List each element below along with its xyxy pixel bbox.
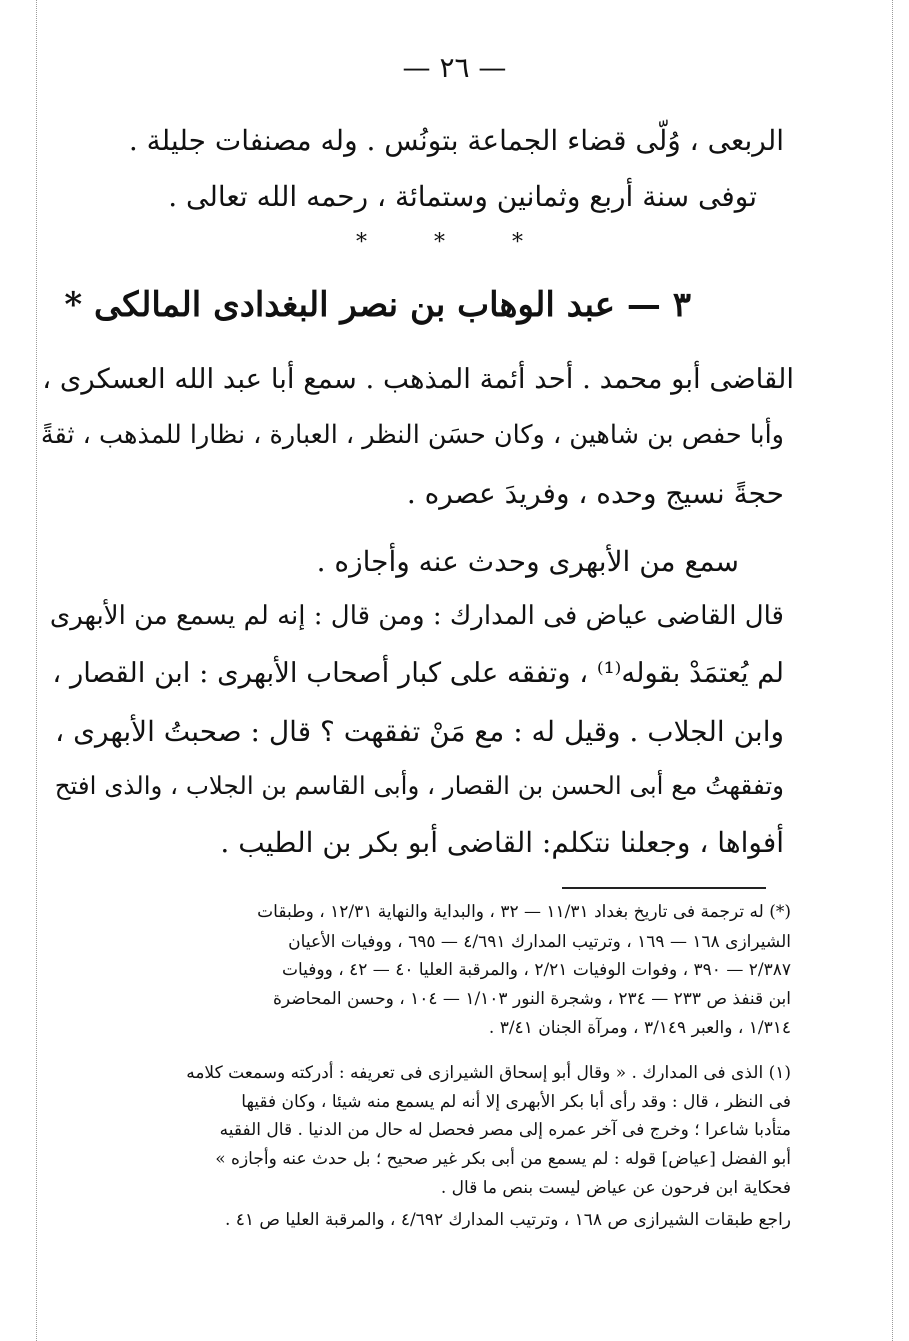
footnote-line: الشيرازى ١٦٨ — ١٦٩ ، وترتيب المدارك ٤/٦٩١ — ٦٩٥ ، ووفيات الأعيان bbox=[288, 932, 791, 952]
intro-line: الربعى ، وُلّى قضاء الجماعة بتونُس . وله مصنفات جليلة . bbox=[128, 124, 784, 157]
footnote-line: فى النظر ، قال : وقد رأى أبا بكر الأبهرى إلا أنه لم يسمع منه شيئا ، وكان فقيها bbox=[241, 1092, 791, 1112]
footnote-rule bbox=[562, 887, 766, 889]
page-number: — ٢٦ — bbox=[402, 51, 507, 84]
footnote-line: (١) الذى فى المدارك . « وقال أبو إسحاق الشيرازى فى تعريفه : أدركته وسمعت كلامه bbox=[186, 1063, 791, 1083]
body-line: قال القاضى عياض فى المدارك : ومن قال : إنه لم يسمع من الأبهرى bbox=[49, 601, 784, 631]
body-line: وأبا حفص بن شاهين ، وكان حسَن النظر ، العبارة ، نظارا للمذهب ، ثقةً bbox=[40, 420, 784, 450]
scan-edge-right bbox=[892, 0, 893, 1341]
footnote-line: متأدبا شاعرا ؛ وخرج فى آخر عمره إلى مصر فحصل له حال من الدنيا . قال الفقيه bbox=[219, 1120, 791, 1140]
body-line: وابن الجلاب . وقيل له : مع مَنْ تفقهت ؟ قال : صحبتُ الأبهرى ، bbox=[55, 715, 784, 748]
body-line: حجةً نسيج وحده ، وفريدَ عصره . bbox=[406, 477, 784, 510]
scan-edge-left bbox=[36, 0, 37, 1341]
footnote-line: ٢/٣٨٧ — ٣٩٠ ، وفوات الوفيات ٢/٢١ ، والمرقبة العليا ٤٠ — ٤٢ ، ووفيات bbox=[281, 960, 791, 980]
body-line: لم يُعتمَدْ بقوله⁽¹⁾ ، وتفقه على كبار أصحاب الأبهرى : ابن القصار ، bbox=[52, 657, 784, 689]
footnote-line: ١/٣١٤ ، والعبر ٣/١٤٩ ، ومرآة الجنان ٣/٤١ . bbox=[488, 1018, 791, 1038]
intro-line: توفى سنة أربع وثمانين وستمائة ، رحمه الله تعالى . bbox=[168, 180, 757, 213]
body-line: أفواها ، وجعلنا نتكلم: القاضى أبو بكر بن الطيب . bbox=[220, 826, 784, 859]
section-separator: * * * bbox=[356, 230, 553, 255]
footnote-line: (*) له ترجمة فى تاريخ بغداد ١١/٣١ — ٣٢ ، والبداية والنهاية ١٢/٣١ ، وطبقات bbox=[257, 902, 791, 922]
footnote-line: راجع طبقات الشيرازى ص ١٦٨ ، وترتيب المدارك ٤/٦٩٢ ، والمرقبة العليا ص ٤١ . bbox=[224, 1210, 791, 1230]
footnote-line: أبو الفضل [عياض] قوله : لم يسمع من أبى بكر غير صحيح ؛ بل حدث عنه وأجازه » bbox=[215, 1149, 791, 1169]
body-line: القاضى أبو محمد . أحد أئمة المذهب . سمع أبا عبد الله العسكرى ، bbox=[42, 363, 794, 395]
entry-heading: ٣ — عبد الوهاب بن نصر البغدادى المالكى * bbox=[64, 285, 691, 325]
footnote-line: ابن قنفذ ص ٢٣٣ — ٢٣٤ ، وشجرة النور ١/١٠٣ — ١٠٤ ، وحسن المحاضرة bbox=[272, 989, 791, 1009]
body-line: وتفقهتُ مع أبى الحسن بن القصار ، وأبى القاسم بن الجلاب ، والذى افتح bbox=[54, 771, 784, 800]
footnote-line: فحكاية ابن فرحون عن عياض ليست بنص ما قال . bbox=[440, 1178, 791, 1198]
body-line: سمع من الأبهرى وحدث عنه وأجازه . bbox=[316, 545, 739, 578]
